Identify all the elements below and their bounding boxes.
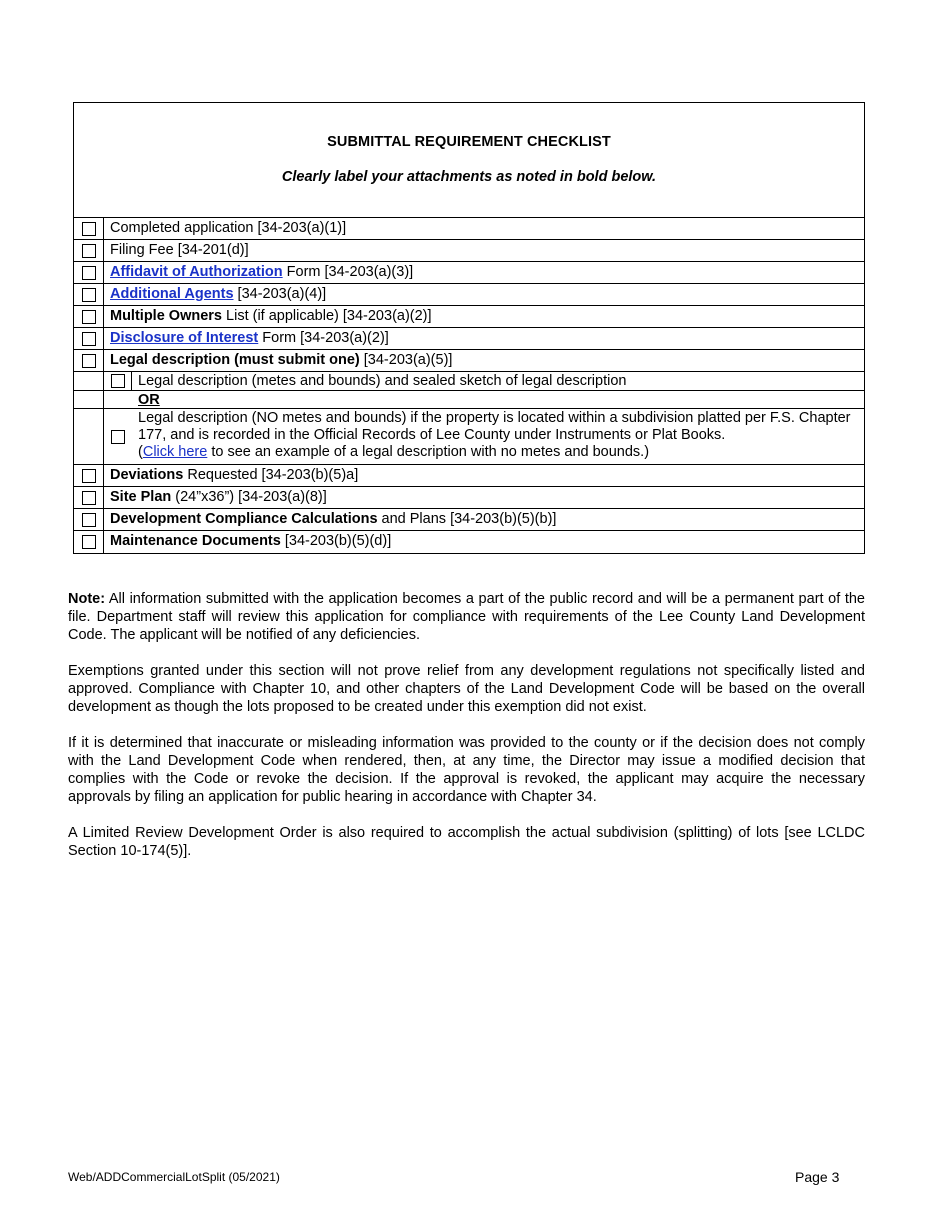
checklist-subtitle: Clearly label your attachments as noted in bold below. <box>281 169 657 185</box>
affidavit-link[interactable]: Affidavit of Authorization <box>110 264 283 280</box>
limited-review-paragraph: A Limited Review Development Order is also required to accomplish the actual subdivision (splitting) of lots [see LCLDC Section 10-174(5)]. <box>68 825 865 859</box>
deviations-label: Requested [34-203(b)(5)a] <box>183 467 359 483</box>
checklist-row-legal-no-metes <box>74 409 864 465</box>
checklist-row-or <box>74 391 864 409</box>
legal-description-label: [34-203(a)(5)] <box>359 352 453 368</box>
checklist-row-legal-description <box>74 350 864 372</box>
disclosure-link[interactable]: Disclosure of Interest <box>110 330 259 346</box>
click-here-link[interactable]: Click here <box>142 444 208 460</box>
dev-compliance-checkbox[interactable] <box>82 513 96 527</box>
disclosure-label: Form [34-203(a)(2)] <box>258 330 389 346</box>
maintenance-label: [34-203(b)(5)(d)] <box>280 533 392 549</box>
note-label: Note: <box>68 591 106 607</box>
filing-fee-checkbox[interactable] <box>82 244 96 258</box>
completed-application-checkbox[interactable] <box>82 222 96 236</box>
note-paragraph <box>68 590 865 644</box>
additional-agents-link[interactable]: Additional Agents <box>110 286 234 302</box>
checklist-row-multiple-owners <box>74 306 864 328</box>
footer-doc-id: Web/ADDCommercialLotSplit (05/2021) <box>68 1170 280 1184</box>
legal-description-bold: Legal description (must submit one) <box>110 352 360 368</box>
site-plan-checkbox[interactable] <box>82 491 96 505</box>
checklist-header <box>74 103 864 218</box>
checklist-row-site-plan <box>74 487 864 509</box>
checklist-row-maintenance <box>74 531 864 553</box>
maintenance-bold: Maintenance Documents <box>110 533 281 549</box>
checklist-row-legal-metes <box>74 372 864 391</box>
completed-application-label: Completed application [34-203(a)(1)] <box>110 220 347 236</box>
exemptions-paragraph: Exemptions granted under this section will not prove relief from any development regulations not specifically listed and approved. Compliance with Chapter 10, and other chapters of the Land Development Code will be based on the overall development as though the lots proposed to be created under this exemption did not exist. <box>68 663 865 715</box>
checklist-row-disclosure <box>74 328 864 350</box>
checklist-row-affidavit <box>74 262 864 284</box>
site-plan-bold: Site Plan <box>110 489 172 505</box>
dev-compliance-bold: Development Compliance Calculations <box>110 511 378 527</box>
checklist-row-filing-fee <box>74 240 864 262</box>
or-label: OR <box>138 392 160 408</box>
legal-no-metes-label: Legal description (NO metes and bounds) if the property is located within a subdivision platted per F.S. Chapter 177, and is recorded in the Official Records of Lee County under Instruments or Plat Books. <box>138 410 851 443</box>
site-plan-label: (24”x36”) [34-203(a)(8)] <box>171 489 327 505</box>
legal-metes-checkbox[interactable] <box>111 374 125 388</box>
paren-open: ( <box>138 444 143 460</box>
notes-section <box>68 590 865 878</box>
inaccurate-paragraph: If it is determined that inaccurate or misleading information was provided to the county or if the decision does not comply with the Land Development Code when rendered, then, at any time, the Director may issue a modified decision that complies with the Code or revoke the decision. If the approval is revoked, the applicant may acquire the necessary approvals by filing an application for public hearing in accordance with Chapter 34. <box>68 735 865 805</box>
affidavit-label: Form [34-203(a)(3)] <box>282 264 414 280</box>
multiple-owners-label: List (if applicable) [34-203(a)(2)] <box>222 308 432 324</box>
disclosure-checkbox[interactable] <box>82 332 96 346</box>
checklist-row-dev-compliance <box>74 509 864 531</box>
additional-agents-label: [34-203(a)(4)] <box>233 286 327 302</box>
note-text: All information submitted with the application becomes a part of the public record and will be a permanent part of the file. Department staff will review this application for compliance with requirements of the Lee County Land Development Code. The applicant will be notified of any deficiencies. <box>68 591 865 643</box>
dev-compliance-label: and Plans [34-203(b)(5)(b)] <box>377 511 557 527</box>
filing-fee-label: Filing Fee [34-201(d)] <box>110 242 249 258</box>
footer-page-number: Page 3 <box>795 1169 840 1185</box>
deviations-bold: Deviations <box>110 467 184 483</box>
checklist-title: SUBMITTAL REQUIREMENT CHECKLIST <box>327 134 611 150</box>
affidavit-checkbox[interactable] <box>82 266 96 280</box>
multiple-owners-bold: Multiple Owners <box>110 308 222 324</box>
checklist-row-deviations <box>74 465 864 487</box>
legal-metes-label: Legal description (metes and bounds) and sealed sketch of legal description <box>138 373 627 389</box>
click-here-label: to see an example of a legal description with no metes and bounds.) <box>207 444 650 460</box>
submittal-checklist <box>73 102 865 554</box>
checklist-row-additional-agents <box>74 284 864 306</box>
maintenance-checkbox[interactable] <box>82 535 96 549</box>
additional-agents-checkbox[interactable] <box>82 288 96 302</box>
multiple-owners-checkbox[interactable] <box>82 310 96 324</box>
checklist-row-completed-application <box>74 218 864 240</box>
legal-no-metes-checkbox[interactable] <box>111 430 125 444</box>
legal-description-checkbox[interactable] <box>82 354 96 368</box>
deviations-checkbox[interactable] <box>82 469 96 483</box>
